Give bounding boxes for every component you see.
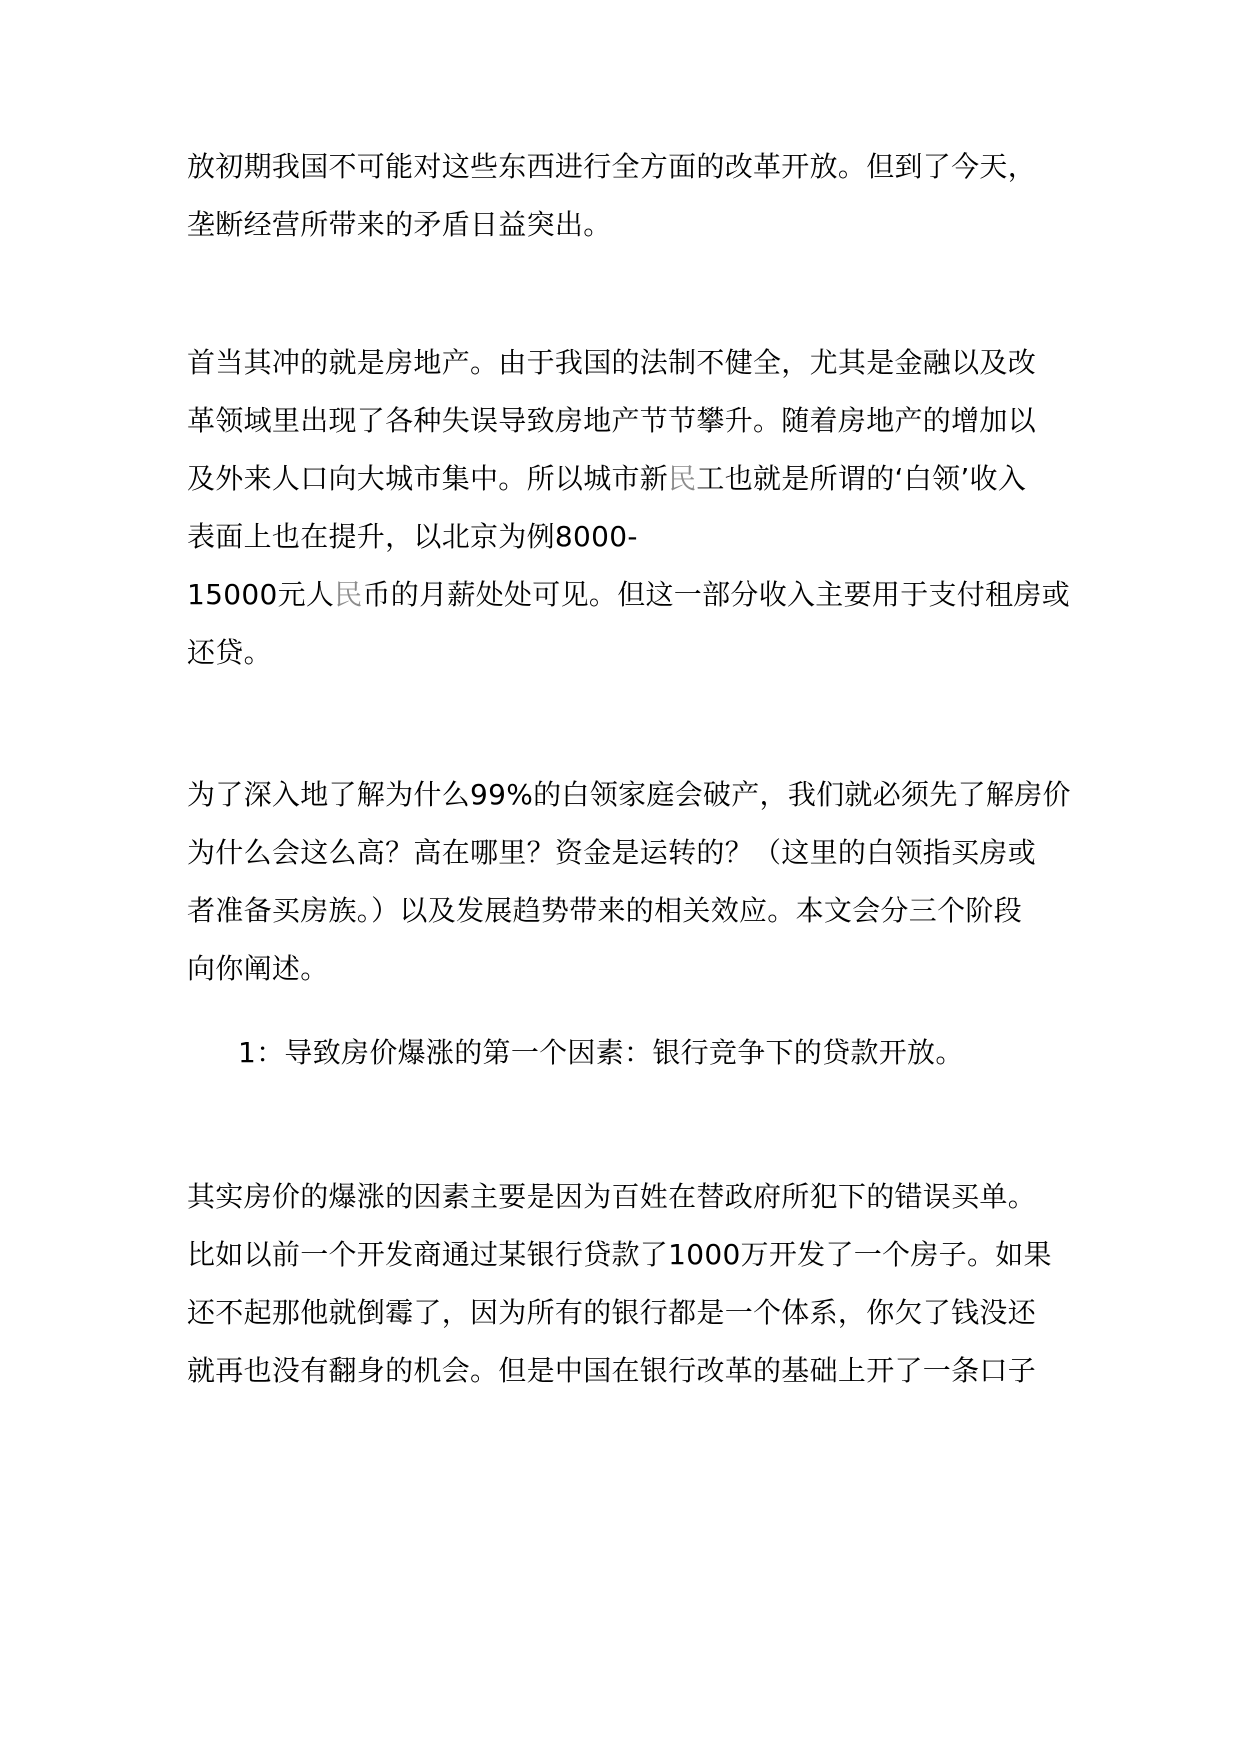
text-line: 为了深入地了解为什么99%的白领家庭会破产，我们就必须先了解房价	[187, 778, 1071, 811]
text-line: 还贷。	[187, 636, 272, 669]
text-line: 比如以前一个开发商通过某银行贷款了1000万开发了一个房子。如果	[187, 1238, 1052, 1271]
text-line: 就再也没有翻身的机会。但是中国在银行改革的基础上开了一条口子	[187, 1354, 1037, 1387]
faded-character: 民	[668, 462, 697, 495]
text-line: 还不起那他就倒霉了，因为所有的银行都是一个体系，你欠了钱没还	[187, 1296, 1037, 1329]
text-line: 者准备买房族。）以及发展趋势带来的相关效应。本文会分三个阶段	[187, 894, 1023, 927]
text-line: 垄断经营所带来的矛盾日益突出。	[187, 208, 612, 241]
text-segment: 币的月薪处处可见。但这一部分收入主要用于支付租房或	[362, 578, 1071, 611]
section-heading: 1：导致房价爆涨的第一个因素：银行竞争下的贷款开放。	[238, 1036, 964, 1069]
text-line: 首当其冲的就是房地产。由于我国的法制不健全，尤其是金融以及改	[187, 346, 1037, 379]
text-line: 其实房价的爆涨的因素主要是因为百姓在替政府所犯下的错误买单。	[187, 1180, 1037, 1213]
text-segment: 工也就是所谓的‘白领’收入	[696, 462, 1027, 495]
text-line	[187, 578, 1070, 612]
faded-character: 民	[334, 578, 363, 611]
text-line: 革领域里出现了各种失误导致房地产节节攀升。随着房地产的增加以	[187, 404, 1037, 437]
text-line: 放初期我国不可能对这些东西进行全方面的改革开放。但到了今天，	[187, 150, 1037, 183]
text-segment: 15000元人	[187, 578, 335, 611]
text-segment: 及外来人口向大城市集中。所以城市新	[187, 462, 669, 495]
text-line: 表面上也在提升，以北京为例8000-	[187, 520, 638, 553]
text-line: 为什么会这么高？高在哪里？资金是运转的？（这里的白领指买房或	[187, 836, 1037, 869]
text-line: 向你阐述。	[187, 952, 329, 985]
text-line	[187, 462, 1026, 496]
